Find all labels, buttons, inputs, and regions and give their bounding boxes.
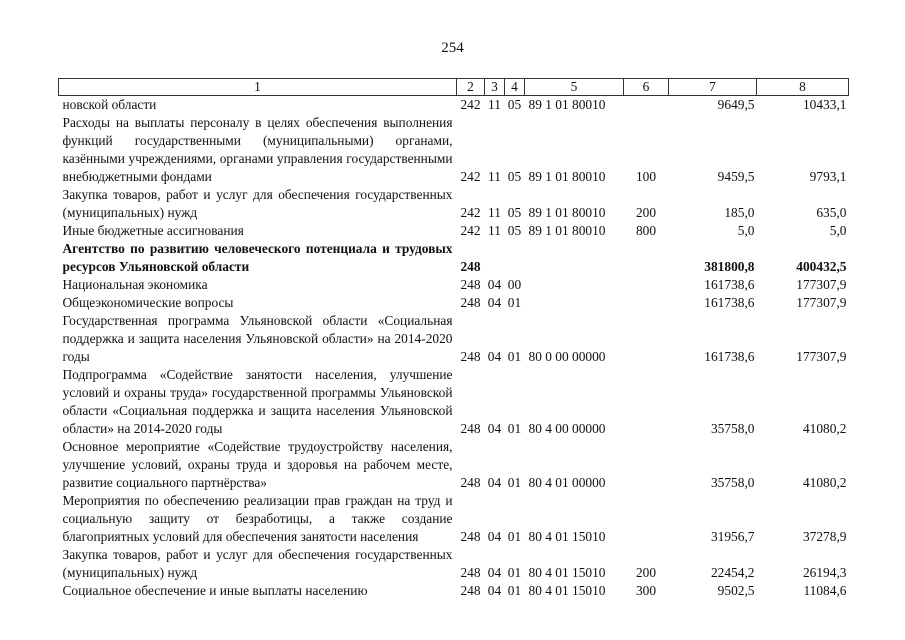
expense-type-cell <box>624 492 669 546</box>
table-row <box>59 492 849 546</box>
row-name-cell: Национальная экономика <box>62 277 208 292</box>
row-name-cell: Социальное обеспечение и иные выплаты населению <box>62 583 368 598</box>
amount-year1-cell: 35758,0 <box>710 475 755 490</box>
grbs-code-cell: 248 <box>460 277 481 292</box>
grbs-code-cell: 248 <box>460 565 481 580</box>
section-code-cell: 11 <box>488 205 501 220</box>
table-row <box>59 312 849 366</box>
table-row <box>59 114 849 186</box>
expense-type-cell <box>624 276 669 294</box>
table-row <box>59 222 849 240</box>
expense-type-cell: 800 <box>635 223 657 238</box>
grbs-code-cell: 242 <box>460 205 481 220</box>
section-code-cell: 11 <box>488 97 501 112</box>
row-name-cell: Агентство по развитию человеческого потенциала и трудовых ресурсов Ульяновской области <box>62 241 453 274</box>
table-row <box>59 294 849 312</box>
table-header-row <box>59 79 849 96</box>
amount-year1-cell: 9459,5 <box>717 169 755 184</box>
row-name-cell: Подпрограмма «Содействие занятости населения, улучшение условий и охраны труда» государственной программы Ульяновской области «Социальная поддержка и защита населения Ульяновской области» на 2014-2020 годы <box>62 367 453 436</box>
target-article-cell <box>525 294 624 312</box>
expense-type-cell <box>624 366 669 438</box>
amount-year1-cell: 31956,7 <box>710 529 755 544</box>
header-cell: 2 <box>457 79 485 96</box>
subsection-code-cell: 01 <box>507 421 522 436</box>
expense-type-cell: 300 <box>635 583 657 598</box>
target-article-cell: 89 1 01 80010 <box>528 97 606 112</box>
header-cell: 8 <box>757 79 849 96</box>
section-code-cell: 04 <box>487 529 502 544</box>
grbs-code-cell: 248 <box>460 421 481 436</box>
expense-type-cell <box>624 240 669 276</box>
expense-type-cell <box>624 294 669 312</box>
grbs-code-cell: 248 <box>460 475 481 490</box>
amount-year2-cell: 11084,6 <box>803 583 847 598</box>
target-article-cell: 80 4 01 15010 <box>528 565 606 580</box>
subsection-code-cell: 01 <box>507 565 522 580</box>
header-cell: 5 <box>525 79 624 96</box>
section-code-cell: 11 <box>488 223 501 238</box>
expense-type-cell: 200 <box>635 565 657 580</box>
subsection-code-cell: 01 <box>507 529 522 544</box>
section-code-cell: 11 <box>488 169 501 184</box>
amount-year1-cell: 161738,6 <box>704 277 755 292</box>
section-code-cell: 04 <box>487 565 502 580</box>
target-article-cell: 80 4 01 15010 <box>528 529 606 544</box>
amount-year1-cell: 161738,6 <box>704 349 755 364</box>
subsection-code-cell: 00 <box>507 277 522 292</box>
grbs-code-cell: 248 <box>460 583 481 598</box>
amount-year2-cell: 635,0 <box>816 205 847 220</box>
row-name-cell: Закупка товаров, работ и услуг для обеспечения государственных (муниципальных) нужд <box>62 547 453 580</box>
expense-type-cell <box>624 96 669 115</box>
target-article-cell: 89 1 01 80010 <box>528 169 606 184</box>
subsection-code-cell: 05 <box>507 223 522 238</box>
table-row <box>59 96 849 115</box>
amount-year2-cell: 10433,1 <box>802 97 847 112</box>
amount-year1-cell: 185,0 <box>724 205 755 220</box>
amount-year2-cell: 400432,5 <box>796 259 847 274</box>
target-article-cell <box>525 240 624 276</box>
subsection-code-cell: 01 <box>507 295 522 310</box>
row-name-cell: Иные бюджетные ассигнования <box>62 223 244 238</box>
header-cell: 4 <box>505 79 525 96</box>
subsection-code-cell: 01 <box>507 583 522 598</box>
amount-year1-cell: 22454,2 <box>710 565 755 580</box>
subsection-code-cell <box>505 240 525 276</box>
section-code-cell <box>485 240 505 276</box>
budget-table <box>58 78 849 600</box>
amount-year2-cell: 41080,2 <box>802 421 847 436</box>
subsection-code-cell: 01 <box>507 349 522 364</box>
row-name-cell: новской области <box>62 97 157 112</box>
row-name-cell: Государственная программа Ульяновской области «Социальная поддержка и защита населения Ульяновской области» на 2014-2020 годы <box>62 313 453 364</box>
header-cell: 3 <box>485 79 505 96</box>
table-row <box>59 546 849 582</box>
table-row <box>59 582 849 600</box>
grbs-code-cell: 242 <box>460 223 481 238</box>
grbs-code-cell: 242 <box>460 169 481 184</box>
grbs-code-cell: 248 <box>460 349 481 364</box>
row-name-cell: Закупка товаров, работ и услуг для обеспечения государственных (муниципальных) нужд <box>62 187 453 220</box>
section-code-cell: 04 <box>487 583 502 598</box>
row-name-cell: Расходы на выплаты персоналу в целях обеспечения выполнения функций государственными (муниципальными) органами, казёнными учреждениями, органами управления государственными внебюджетными фондами <box>62 115 453 184</box>
section-code-cell: 04 <box>487 295 502 310</box>
amount-year1-cell: 35758,0 <box>710 421 755 436</box>
target-article-cell: 89 1 01 80010 <box>528 223 606 238</box>
table-row <box>59 366 849 438</box>
subsection-code-cell: 05 <box>507 205 522 220</box>
subsection-code-cell: 01 <box>507 475 522 490</box>
header-cell: 6 <box>624 79 669 96</box>
amount-year2-cell: 9793,1 <box>809 169 847 184</box>
amount-year2-cell: 26194,3 <box>802 565 847 580</box>
section-code-cell: 04 <box>487 421 502 436</box>
amount-year1-cell: 381800,8 <box>704 259 755 274</box>
subsection-code-cell: 05 <box>507 169 522 184</box>
section-code-cell: 04 <box>487 349 502 364</box>
section-code-cell: 04 <box>487 475 502 490</box>
amount-year1-cell: 5,0 <box>737 223 755 238</box>
subsection-code-cell: 05 <box>507 97 522 112</box>
amount-year2-cell: 177307,9 <box>796 349 847 364</box>
header-cell: 7 <box>669 79 757 96</box>
expense-type-cell <box>624 312 669 366</box>
row-name-cell: Основное мероприятие «Содействие трудоустройству населения, улучшение условий, охраны труда и здоровья на рабочем месте, развитие социального партнёрства» <box>62 439 453 490</box>
target-article-cell: 80 0 00 00000 <box>528 349 606 364</box>
expense-type-cell: 200 <box>635 205 657 220</box>
grbs-code-cell: 248 <box>460 295 481 310</box>
header-cell: 1 <box>59 79 457 96</box>
target-article-cell: 80 4 01 15010 <box>528 583 606 598</box>
grbs-code-cell: 248 <box>460 529 481 544</box>
amount-year2-cell: 177307,9 <box>796 277 847 292</box>
row-name-cell: Общеэкономические вопросы <box>62 295 234 310</box>
target-article-cell <box>525 276 624 294</box>
target-article-cell: 80 4 00 00000 <box>528 421 606 436</box>
amount-year1-cell: 9502,5 <box>717 583 755 598</box>
table-row <box>59 240 849 276</box>
amount-year2-cell: 5,0 <box>829 223 847 238</box>
expense-type-cell <box>624 438 669 492</box>
expense-type-cell: 100 <box>635 169 657 184</box>
row-name-cell: Мероприятия по обеспечению реализации прав граждан на труд и социальную защиту от безработицы, а также создание благоприятных условий для обеспечения занятости населения <box>62 493 453 544</box>
page-number: 254 <box>441 40 464 56</box>
grbs-code-cell: 248 <box>460 259 481 274</box>
amount-year1-cell: 9649,5 <box>717 97 755 112</box>
table-row <box>59 438 849 492</box>
table-row <box>59 276 849 294</box>
table-row <box>59 186 849 222</box>
amount-year2-cell: 177307,9 <box>796 295 847 310</box>
amount-year2-cell: 37278,9 <box>802 529 847 544</box>
amount-year1-cell: 161738,6 <box>704 295 755 310</box>
section-code-cell: 04 <box>487 277 502 292</box>
target-article-cell: 89 1 01 80010 <box>528 205 606 220</box>
amount-year2-cell: 41080,2 <box>802 475 847 490</box>
grbs-code-cell: 242 <box>460 97 481 112</box>
target-article-cell: 80 4 01 00000 <box>528 475 606 490</box>
